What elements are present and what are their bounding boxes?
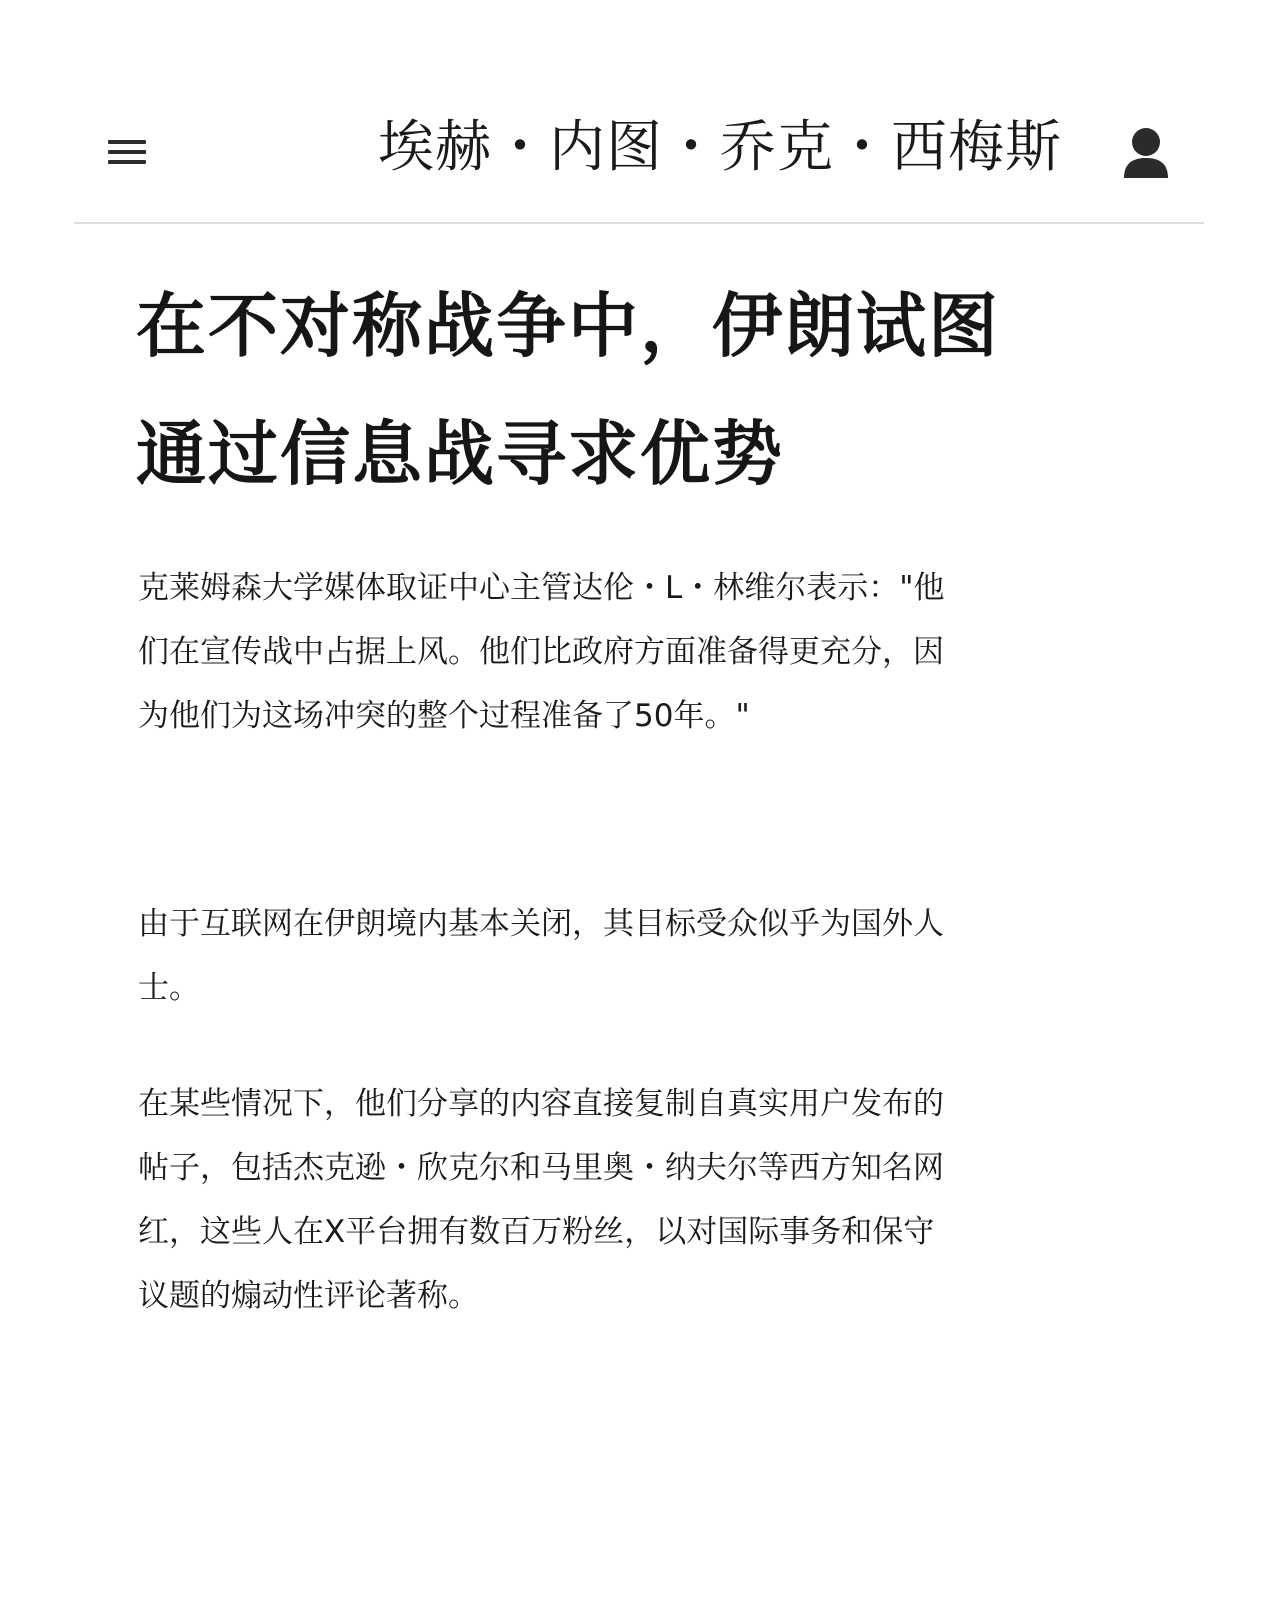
site-header <box>0 0 1280 225</box>
user-account-button[interactable] <box>1118 124 1174 184</box>
header-divider <box>74 222 1204 224</box>
user-account-icon <box>1118 124 1174 184</box>
site-title[interactable]: 埃赫・内图・乔克・西梅斯 <box>378 115 1062 180</box>
article-paragraph-3: 在某些情况下，他们分享的内容直接复制自真实用户发布的帖子，包括杰克逊・欣克尔和马里奥・纳夫尔等西方知名网红，这些人在X平台拥有数百万粉丝，以对国际事务和保守议题的煽动性评论著称。 <box>138 1086 944 1314</box>
article-paragraph-1: 克莱姆森大学媒体取证中心主管达伦・L・林维尔表示："他们在宣传战中占据上风。他们比政府方面准备得更充分，因为他们为这场冲突的整个过程准备了50年。" <box>138 570 945 734</box>
article-paragraph-2: 由于互联网在伊朗境内基本关闭，其目标受众似乎为国外人士。 <box>138 906 944 1006</box>
menu-icon-bar <box>108 160 146 164</box>
menu-icon-bar <box>108 150 146 154</box>
article-headline: 在不对称战争中，伊朗试图通过信息战寻求优势 <box>136 285 1000 495</box>
menu-icon-bar <box>108 140 146 144</box>
hamburger-menu-button[interactable] <box>108 130 158 174</box>
